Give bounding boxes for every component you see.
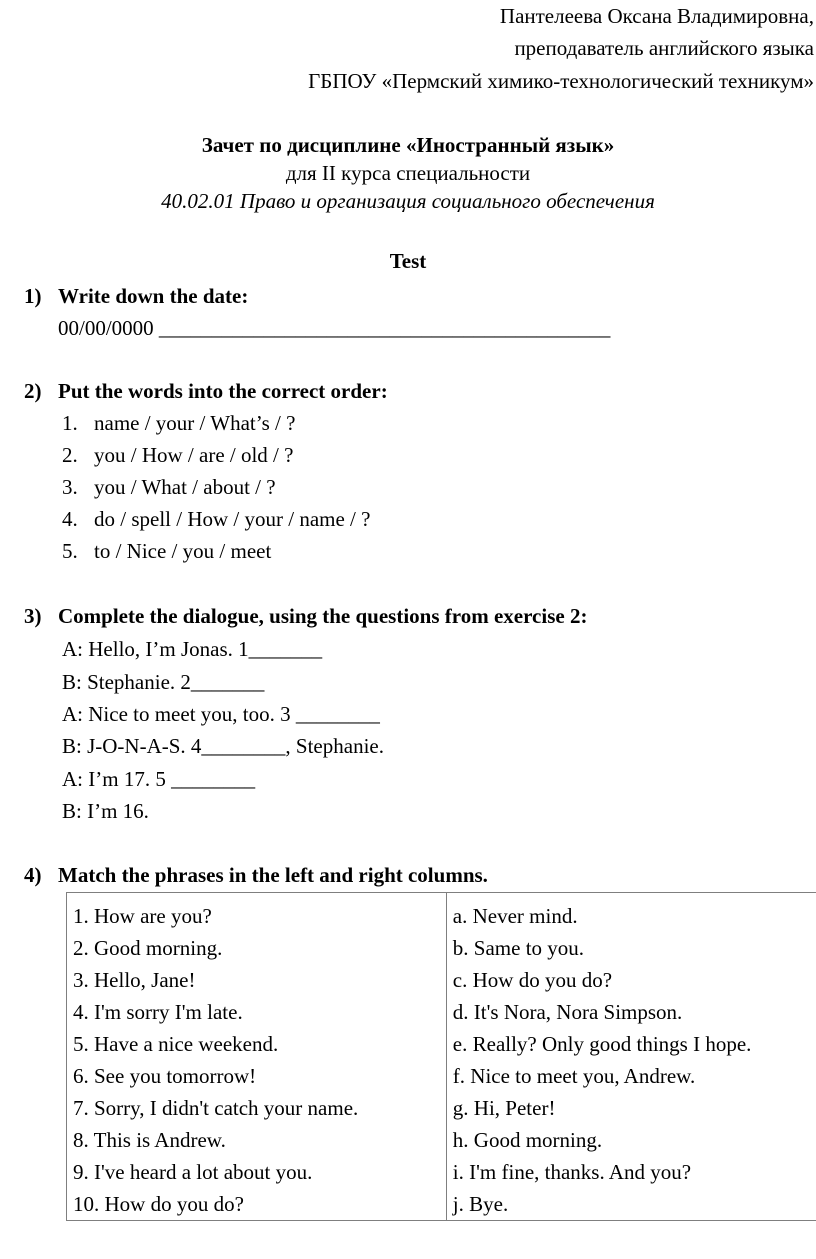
right-phrase: i. I'm fine, thanks. And you? (452, 1160, 692, 1184)
right-column (446, 893, 816, 1221)
list-item-number: 4. (62, 507, 78, 531)
left-phrase: 4. I'm sorry I'm late. (73, 1000, 243, 1024)
question-number: 4) (24, 863, 42, 887)
question-text: Match the phrases in the left and right columns. (58, 863, 488, 887)
right-phrase: f. Nice to meet you, Andrew. (452, 1064, 696, 1088)
date-answer-line: 00/00/0000 ___________________________________________ (58, 316, 611, 340)
dialogue-line: B: I’m 16. (62, 799, 149, 823)
left-phrase: 7. Sorry, I didn't catch your name. (73, 1096, 359, 1120)
right-phrase: c. How do you do? (452, 968, 613, 992)
author-institution: ГБПОУ «Пермский химико-технологический техникум» (308, 69, 814, 93)
dialogue-line: A: Nice to meet you, too. 3 ________ (62, 702, 380, 726)
dialogue-line: A: Hello, I’m Jonas. 1_______ (62, 637, 323, 661)
question-number: 2) (24, 379, 42, 403)
right-phrase: g. Hi, Peter! (452, 1096, 556, 1120)
list-item-text: name / your / What’s / ? (94, 411, 296, 435)
left-phrase: 10. How do you do? (73, 1192, 244, 1216)
right-phrase: a. Never mind. (452, 904, 578, 928)
list-item-text: to / Nice / you / meet (94, 539, 272, 563)
question-1-heading (24, 282, 248, 310)
list-item-text: you / How / are / old / ? (94, 443, 294, 467)
right-phrase: h. Good morning. (452, 1128, 603, 1152)
table-row (67, 893, 816, 1221)
left-column (67, 893, 447, 1221)
question-3-heading (24, 602, 587, 630)
list-item-number: 2. (62, 443, 78, 467)
dialogue-line: B: J-O-N-A-S. 4________, Stephanie. (62, 734, 384, 758)
right-phrase: e. Really? Only good things I hope. (452, 1032, 752, 1056)
question-number: 1) (24, 284, 42, 308)
question-text: Put the words into the correct order: (58, 379, 388, 403)
document-title: Зачет по дисциплине «Иностранный язык» (201, 133, 615, 157)
dialogue-line: B: Stephanie. 2_______ (62, 670, 265, 694)
list-item (62, 409, 295, 437)
author-name: Пантелеева Оксана Владимировна, (499, 4, 814, 28)
right-phrase: b. Same to you. (452, 936, 585, 960)
list-item-number: 1. (62, 411, 78, 435)
question-text: Write down the date: (58, 284, 249, 308)
list-item (62, 473, 276, 501)
right-phrase: j. Bye. (452, 1192, 509, 1216)
matching-table (66, 892, 816, 1221)
test-heading: Test (389, 249, 427, 273)
list-item (62, 441, 293, 469)
left-phrase: 5. Have a nice weekend. (73, 1032, 279, 1056)
list-item-number: 5. (62, 539, 78, 563)
author-position: преподаватель английского языка (514, 36, 814, 60)
question-2-heading (24, 377, 388, 405)
list-item-text: do / spell / How / your / name / ? (94, 507, 371, 531)
course-line: для II курса специальности (285, 161, 531, 185)
left-phrase: 1. How are you? (73, 904, 212, 928)
dialogue-line: A: I’m 17. 5 ________ (62, 767, 256, 791)
list-item (62, 505, 370, 533)
left-phrase: 6. See you tomorrow! (73, 1064, 257, 1088)
question-number: 3) (24, 604, 42, 628)
left-phrase: 9. I've heard a lot about you. (73, 1160, 313, 1184)
list-item-text: you / What / about / ? (94, 475, 276, 499)
question-4-heading (24, 861, 488, 889)
left-phrase: 3. Hello, Jane! (73, 968, 196, 992)
right-phrase: d. It's Nora, Nora Simpson. (452, 1000, 683, 1024)
list-item (62, 537, 271, 565)
left-phrase: 2. Good morning. (73, 936, 223, 960)
left-phrase: 8. This is Andrew. (73, 1128, 226, 1152)
specialty-line: 40.02.01 Право и организация социального обеспечения (161, 189, 655, 213)
list-item-number: 3. (62, 475, 78, 499)
question-text: Complete the dialogue, using the questions from exercise 2: (58, 604, 588, 628)
